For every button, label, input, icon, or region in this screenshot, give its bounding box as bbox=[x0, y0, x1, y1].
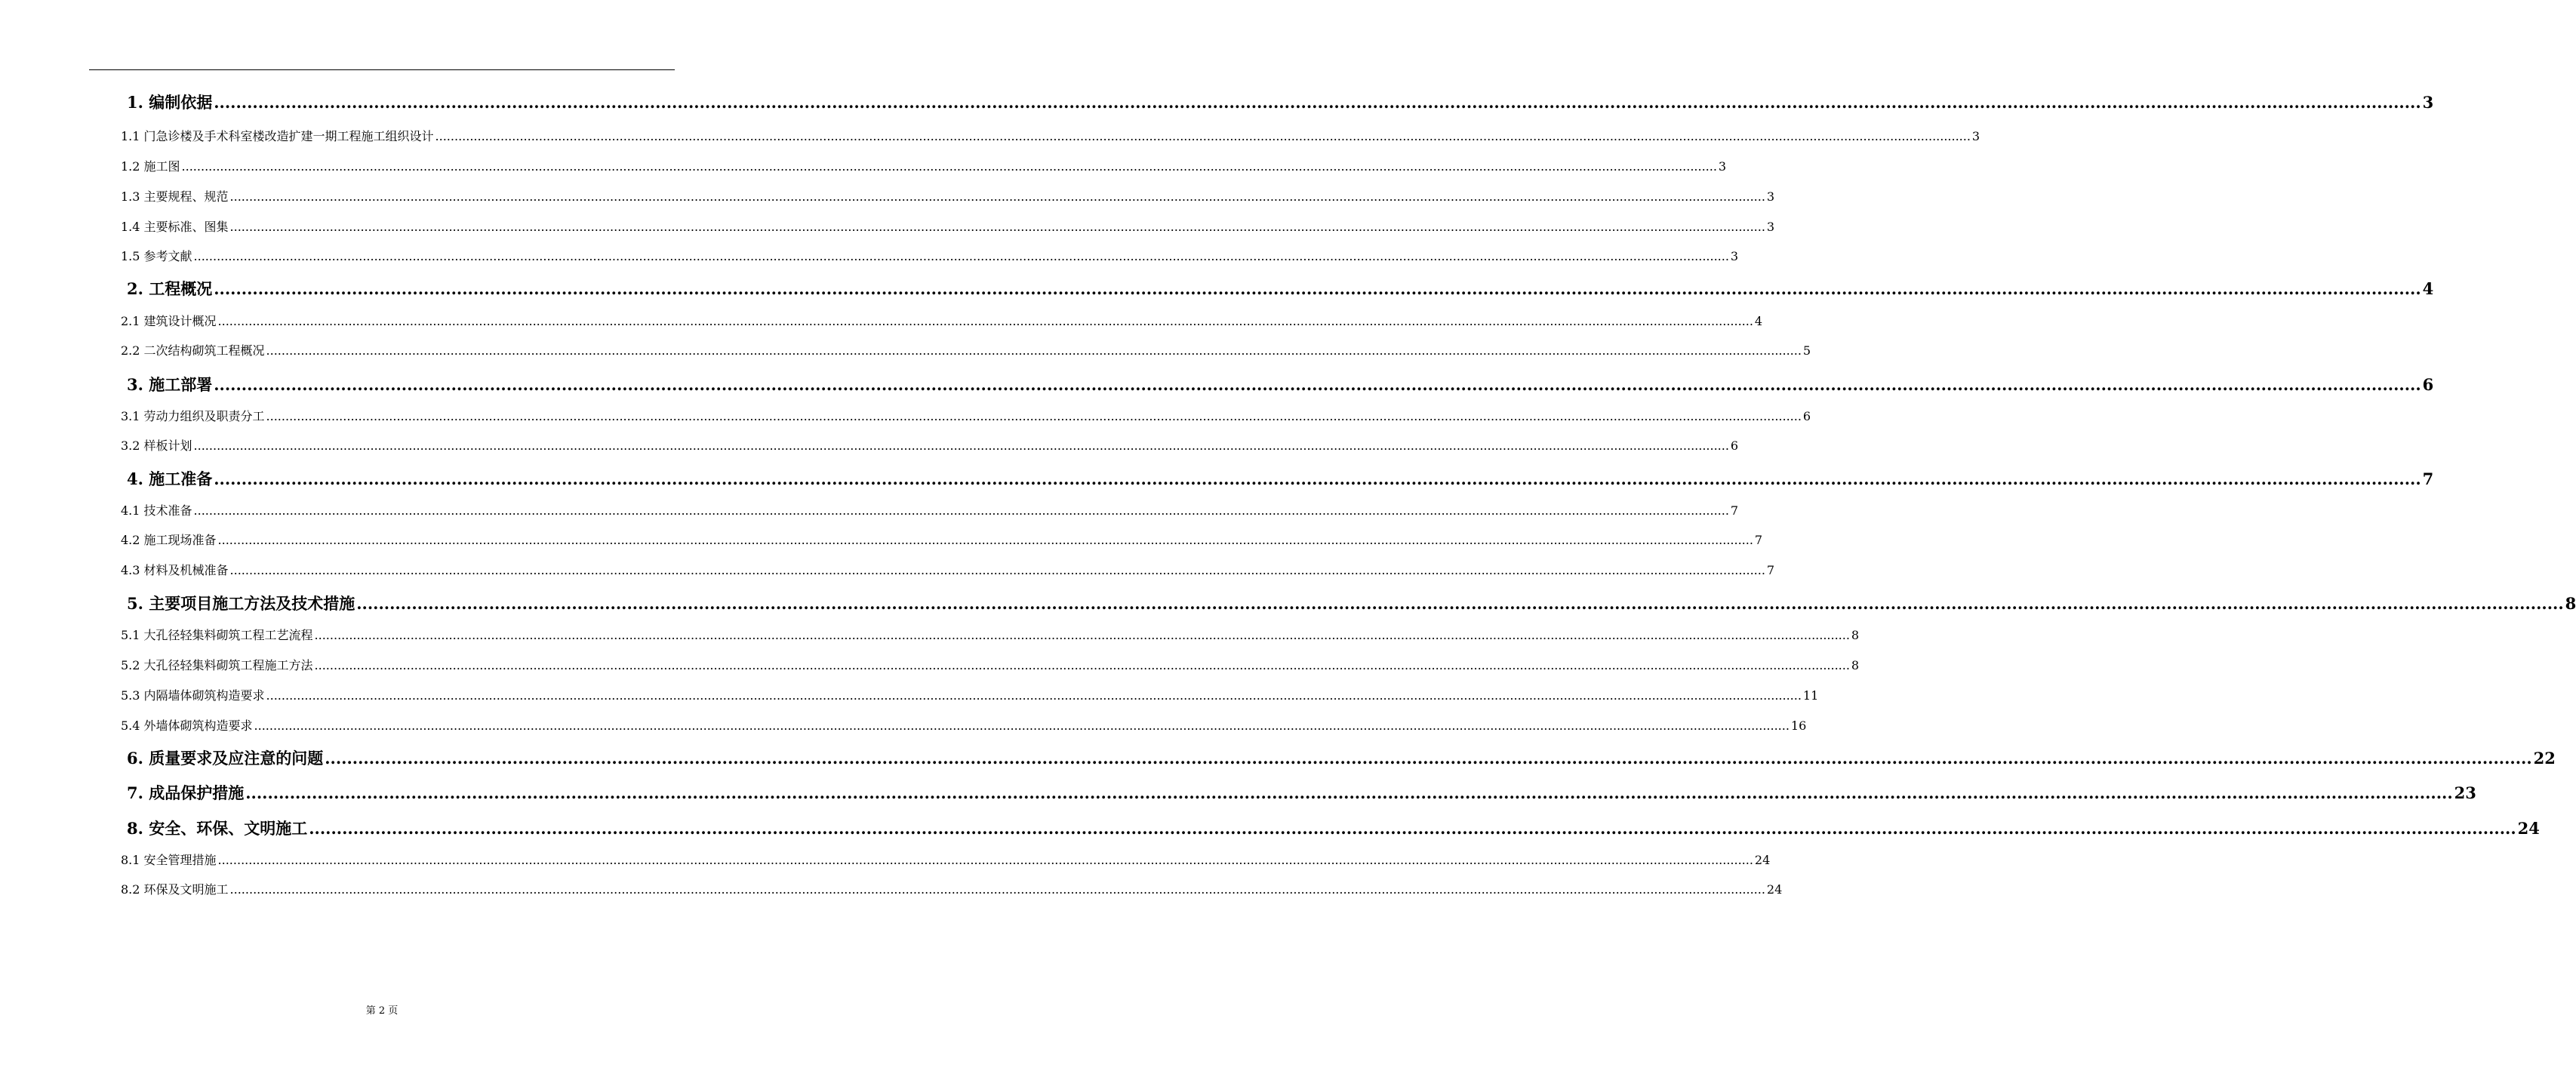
toc-entry-page-number: 3 bbox=[1766, 220, 1775, 234]
toc-entry-page-number: 7 bbox=[1754, 533, 1763, 547]
toc-section-entry[interactable] bbox=[121, 407, 1811, 425]
toc-entry-page-number: 24 bbox=[1766, 882, 1783, 897]
toc-dot-leader: ................................................................................................................................................................................................................................................................................................................................................................................................................ bbox=[229, 882, 1765, 897]
toc-entry-label: 1.2 施工图 bbox=[121, 159, 180, 174]
toc-entry-page-number: 7 bbox=[1730, 503, 1739, 518]
toc-entry-label: 8. 安全、环保、文明施工 bbox=[127, 819, 308, 838]
toc-entry-page-number: 7 bbox=[2422, 469, 2434, 488]
toc-dot-leader: ................................................................................................................................................................................................................................................................................................................................................................................................................ bbox=[214, 469, 2421, 488]
toc-dot-leader: ................................................................................................................................................................................................................................................................................................................................................................................................................ bbox=[325, 749, 2532, 768]
toc-entry-page-number: 3 bbox=[1730, 249, 1739, 263]
toc-chapter-entry[interactable] bbox=[121, 91, 2434, 113]
toc-entry-label: 2.1 建筑设计概况 bbox=[121, 314, 217, 328]
toc-entry-label: 2.2 二次结构砌筑工程概况 bbox=[121, 343, 265, 358]
toc-entry-label: 8.1 安全管理措施 bbox=[121, 853, 217, 867]
toc-entry-page-number: 6 bbox=[1802, 409, 1811, 423]
toc-dot-leader: ................................................................................................................................................................................................................................................................................................................................................................................................................ bbox=[214, 279, 2421, 298]
toc-dot-leader: ................................................................................................................................................................................................................................................................................................................................................................................................................ bbox=[214, 93, 2421, 112]
toc-entry-label: 3. 施工部署 bbox=[127, 375, 213, 394]
toc-dot-leader: ................................................................................................................................................................................................................................................................................................................................................................................................................ bbox=[214, 375, 2421, 394]
toc-entry-page-number: 3 bbox=[1766, 189, 1775, 204]
toc-dot-leader: ................................................................................................................................................................................................................................................................................................................................................................................................................ bbox=[266, 343, 1802, 358]
toc-entry-page-number: 5 bbox=[1802, 343, 1811, 358]
toc-dot-leader: ................................................................................................................................................................................................................................................................................................................................................................................................................ bbox=[435, 129, 1971, 143]
toc-entry-page-number: 6 bbox=[2422, 375, 2434, 394]
toc-entry-label: 4.2 施工现场准备 bbox=[121, 533, 217, 547]
toc-section-entry[interactable] bbox=[121, 851, 1771, 869]
toc-entry-label: 4.1 技术准备 bbox=[121, 503, 192, 518]
toc-dot-leader: ................................................................................................................................................................................................................................................................................................................................................................................................................ bbox=[266, 688, 1802, 703]
toc-dot-leader: ................................................................................................................................................................................................................................................................................................................................................................................................................ bbox=[193, 249, 1729, 263]
toc-entry-label: 5.1 大孔径轻集料砌筑工程工艺流程 bbox=[121, 628, 313, 642]
toc-entry-page-number: 6 bbox=[1730, 438, 1739, 453]
toc-entry-page-number: 11 bbox=[1802, 688, 1819, 703]
toc-entry-page-number: 8 bbox=[2565, 594, 2576, 613]
toc-section-entry[interactable] bbox=[121, 531, 1763, 549]
toc-entry-label: 1.4 主要标准、图集 bbox=[121, 220, 229, 234]
toc-dot-leader: ................................................................................................................................................................................................................................................................................................................................................................................................................ bbox=[229, 220, 1765, 234]
toc-section-entry[interactable] bbox=[121, 656, 1860, 674]
toc-entry-page-number: 3 bbox=[1971, 129, 1980, 143]
toc-dot-leader: ................................................................................................................................................................................................................................................................................................................................................................................................................ bbox=[314, 628, 1850, 642]
toc-entry-label: 1.1 门急诊楼及手术科室楼改造扩建一期工程施工组织设计 bbox=[121, 129, 434, 143]
toc-entry-label: 1.3 主要规程、规范 bbox=[121, 189, 229, 204]
toc-entry-page-number: 3 bbox=[2422, 93, 2434, 112]
toc-section-entry[interactable] bbox=[121, 436, 1739, 454]
toc-entry-page-number: 3 bbox=[1718, 159, 1727, 174]
toc-section-entry[interactable] bbox=[121, 561, 1775, 579]
toc-section-entry[interactable] bbox=[121, 187, 1775, 205]
toc-entry-label: 8.2 环保及文明施工 bbox=[121, 882, 229, 897]
toc-dot-leader: ................................................................................................................................................................................................................................................................................................................................................................................................................ bbox=[217, 533, 1753, 547]
toc-dot-leader: ................................................................................................................................................................................................................................................................................................................................................................................................................ bbox=[356, 594, 2564, 613]
toc-entry-label: 3.1 劳动力组织及职责分工 bbox=[121, 409, 265, 423]
toc-section-entry[interactable] bbox=[121, 341, 1811, 359]
toc-entry-label: 5. 主要项目施工方法及技术措施 bbox=[127, 594, 355, 613]
toc-entry-page-number: 7 bbox=[1766, 563, 1775, 577]
toc-dot-leader: ................................................................................................................................................................................................................................................................................................................................................................................................................ bbox=[193, 438, 1729, 453]
toc-entry-page-number: 4 bbox=[2422, 279, 2434, 298]
toc-chapter-entry[interactable] bbox=[121, 781, 2476, 804]
toc-entry-page-number: 16 bbox=[1790, 718, 1807, 733]
toc-chapter-entry[interactable] bbox=[121, 592, 2576, 614]
page-footer: 第 2 页 bbox=[365, 1005, 399, 1017]
toc-dot-leader: ................................................................................................................................................................................................................................................................................................................................................................................................................ bbox=[229, 563, 1765, 577]
toc-entry-label: 5.3 内隔墙体砌筑构造要求 bbox=[121, 688, 265, 703]
toc-entry-page-number: 8 bbox=[1851, 628, 1860, 642]
toc-dot-leader: ................................................................................................................................................................................................................................................................................................................................................................................................................ bbox=[193, 503, 1729, 518]
toc-section-entry[interactable] bbox=[121, 217, 1775, 235]
toc-entry-label: 5.2 大孔径轻集料砌筑工程施工方法 bbox=[121, 658, 313, 672]
toc-dot-leader: ................................................................................................................................................................................................................................................................................................................................................................................................................ bbox=[314, 658, 1850, 672]
toc-section-entry[interactable] bbox=[121, 157, 1727, 175]
toc-entry-label: 4.3 材料及机械准备 bbox=[121, 563, 229, 577]
toc-dot-leader: ................................................................................................................................................................................................................................................................................................................................................................................................................ bbox=[254, 718, 1790, 733]
toc-entry-page-number: 24 bbox=[2517, 819, 2540, 838]
toc-section-entry[interactable] bbox=[121, 501, 1739, 519]
toc-chapter-entry[interactable] bbox=[121, 277, 2434, 300]
toc-section-entry[interactable] bbox=[121, 880, 1783, 898]
toc-section-entry[interactable] bbox=[121, 686, 1819, 704]
toc-section-entry[interactable] bbox=[121, 247, 1739, 265]
toc-chapter-entry[interactable] bbox=[121, 373, 2434, 395]
toc-entry-label: 1.5 参考文献 bbox=[121, 249, 192, 263]
toc-dot-leader: ................................................................................................................................................................................................................................................................................................................................................................................................................ bbox=[245, 783, 2453, 802]
toc-entry-label: 2. 工程概况 bbox=[127, 279, 213, 298]
toc-entry-label: 4. 施工准备 bbox=[127, 469, 213, 488]
toc-dot-leader: ................................................................................................................................................................................................................................................................................................................................................................................................................ bbox=[217, 314, 1753, 328]
toc-entry-page-number: 22 bbox=[2533, 749, 2556, 768]
toc-entry-page-number: 4 bbox=[1754, 314, 1763, 328]
toc-section-entry[interactable] bbox=[121, 716, 1807, 734]
toc-dot-leader: ................................................................................................................................................................................................................................................................................................................................................................................................................ bbox=[266, 409, 1802, 423]
toc-section-entry[interactable] bbox=[121, 626, 1860, 644]
toc-entry-label: 5.4 外墙体砌筑构造要求 bbox=[121, 718, 253, 733]
toc-section-entry[interactable] bbox=[121, 127, 1980, 145]
toc-dot-leader: ................................................................................................................................................................................................................................................................................................................................................................................................................ bbox=[181, 159, 1717, 174]
toc-entry-page-number: 8 bbox=[1851, 658, 1860, 672]
toc-dot-leader: ................................................................................................................................................................................................................................................................................................................................................................................................................ bbox=[217, 853, 1753, 867]
toc-entry-label: 6. 质量要求及应注意的问题 bbox=[127, 749, 324, 768]
toc-entry-label: 3.2 样板计划 bbox=[121, 438, 192, 453]
toc-chapter-entry[interactable] bbox=[121, 467, 2434, 490]
toc-chapter-entry[interactable] bbox=[121, 817, 2540, 839]
toc-entry-label: 1. 编制依据 bbox=[127, 93, 213, 112]
toc-chapter-entry[interactable] bbox=[121, 746, 2556, 769]
toc-section-entry[interactable] bbox=[121, 312, 1763, 330]
toc-dot-leader: ................................................................................................................................................................................................................................................................................................................................................................................................................ bbox=[229, 189, 1765, 204]
toc-entry-page-number: 23 bbox=[2454, 783, 2476, 802]
toc-entry-page-number: 24 bbox=[1754, 853, 1771, 867]
toc-dot-leader: ................................................................................................................................................................................................................................................................................................................................................................................................................ bbox=[309, 819, 2516, 838]
toc-entry-label: 7. 成品保护措施 bbox=[127, 783, 245, 802]
